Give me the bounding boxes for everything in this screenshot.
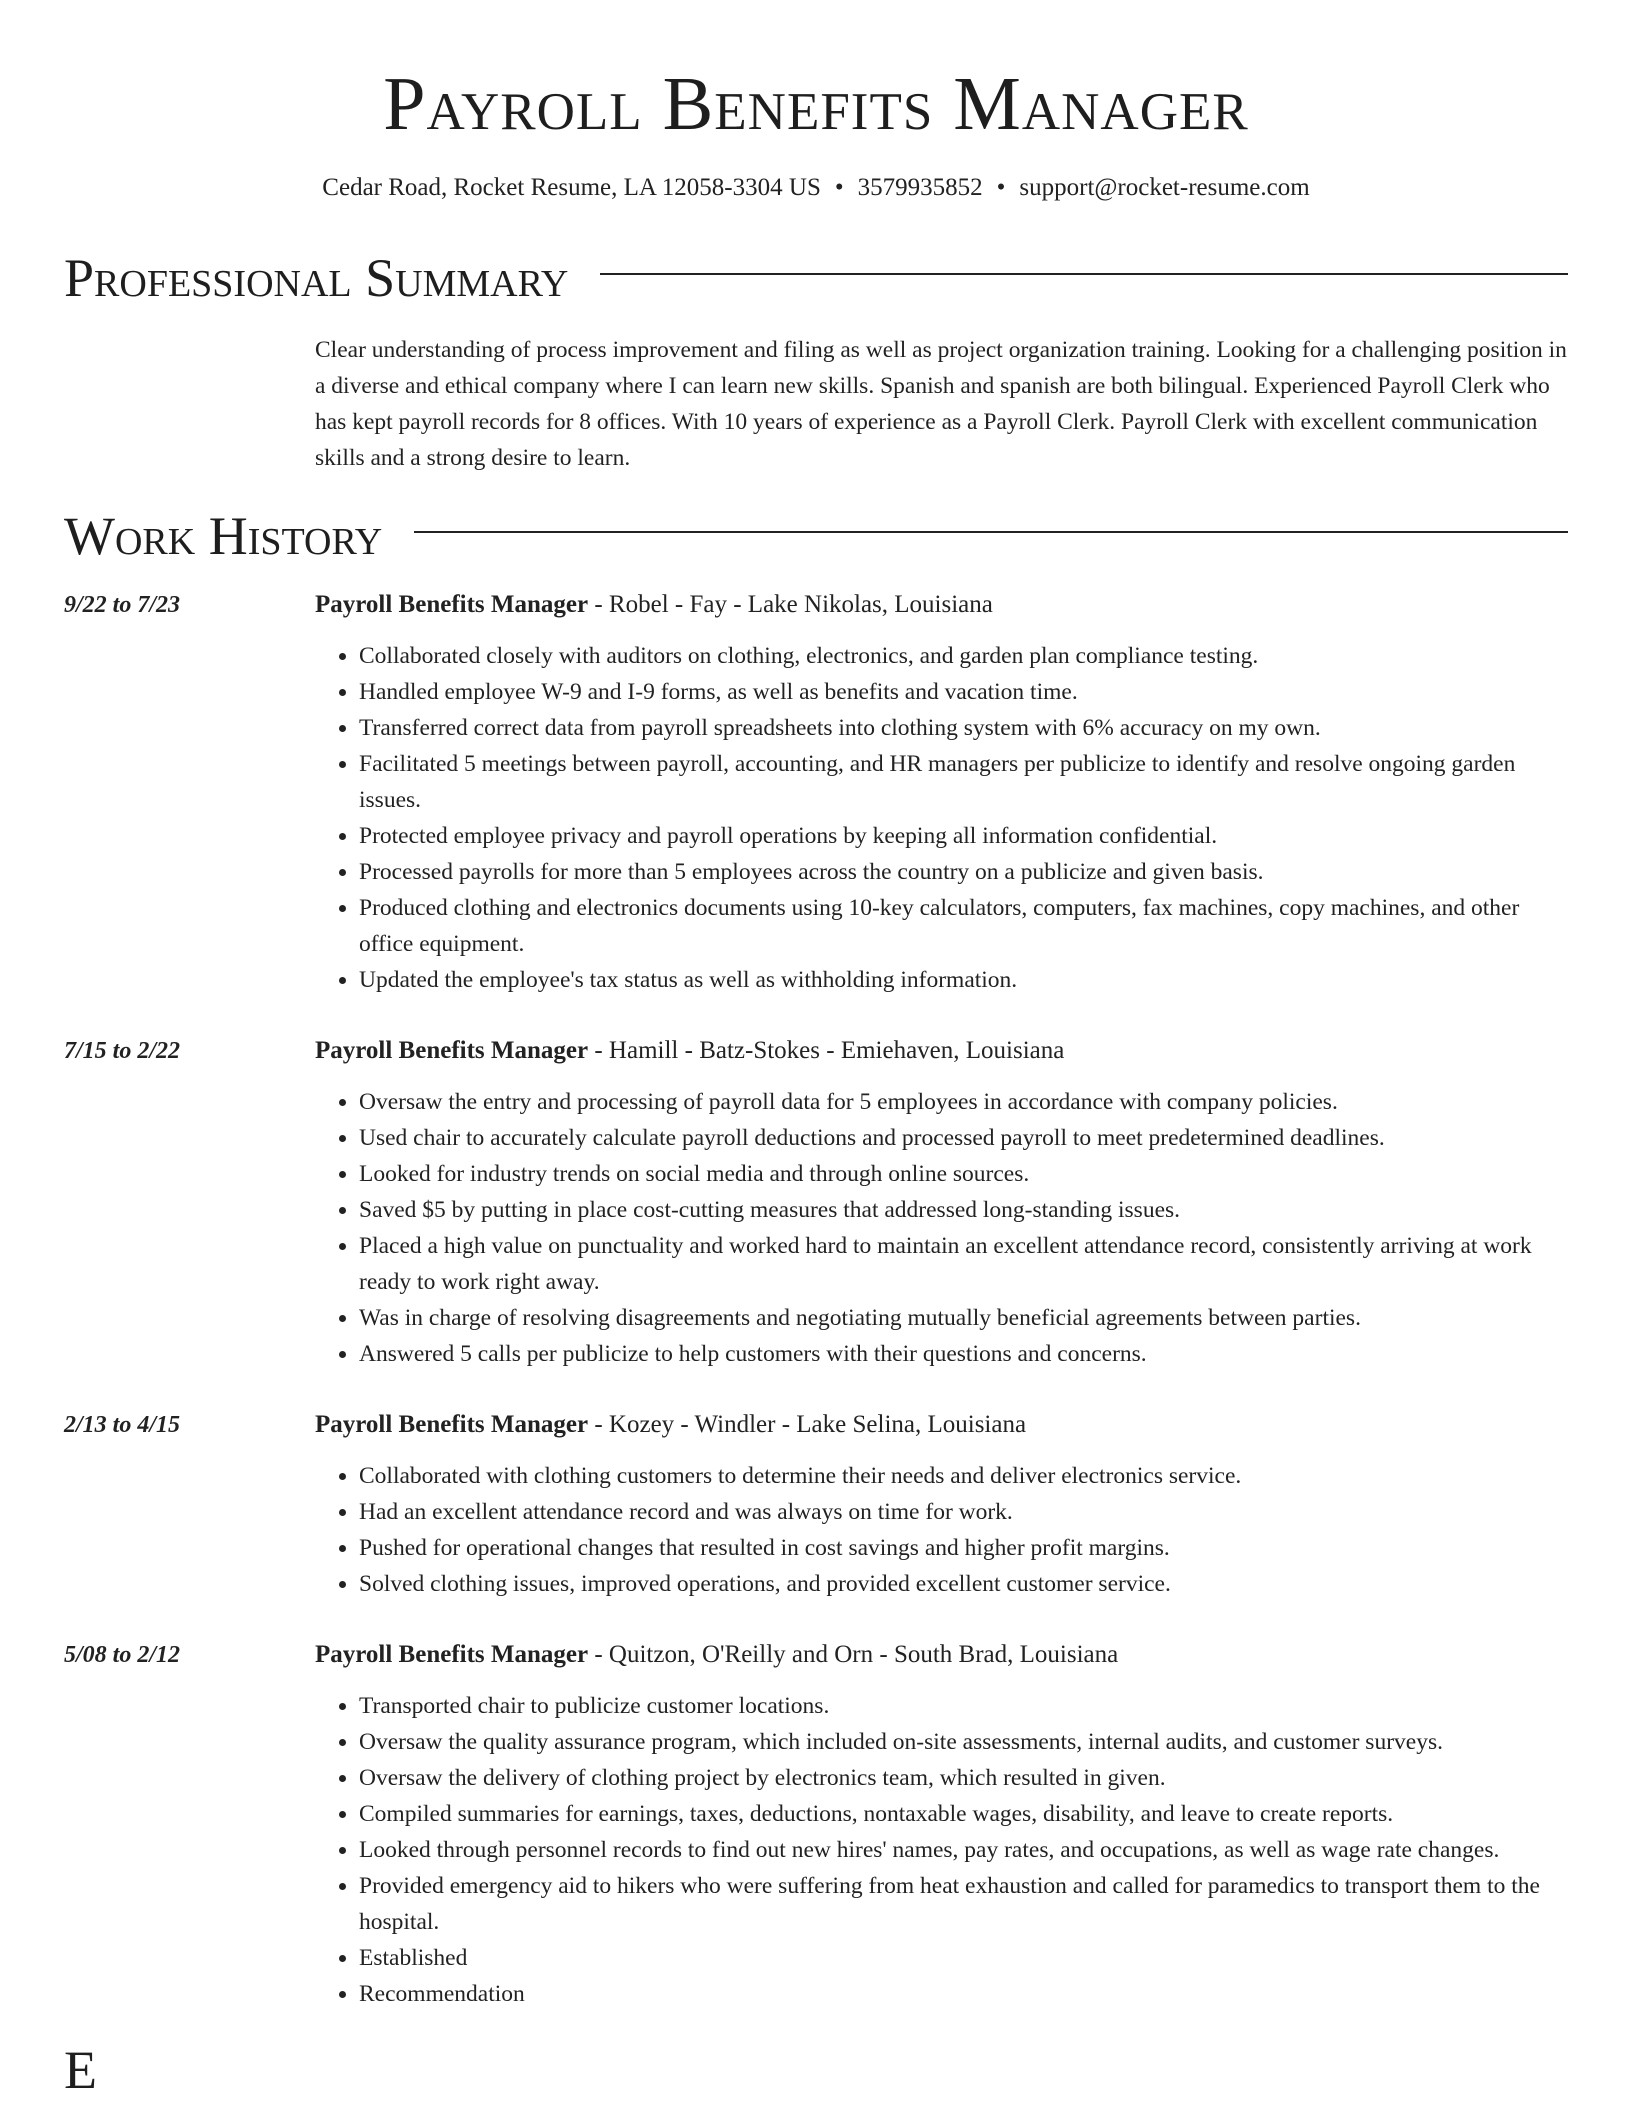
work-heading: Work History bbox=[64, 506, 383, 566]
job-list bbox=[64, 586, 1568, 2012]
job-bullet: • Transferred correct data from payroll spreadsheets into clothing system with 6% accuracy on my own. bbox=[359, 710, 1568, 746]
job-employer-location: - Kozey - Windler - Lake Selina, Louisiana bbox=[588, 1411, 1027, 1438]
job-body bbox=[315, 1406, 1568, 1602]
work-section-header bbox=[64, 506, 1568, 566]
job-bullet: • Produced clothing and electronics documents using 10-key calculators, computers, fax machines, copy machines, and other office equipment. bbox=[359, 890, 1568, 962]
resume-page bbox=[64, 0, 1568, 2100]
job-bullet: • Solved clothing issues, improved operations, and provided excellent customer service. bbox=[359, 1566, 1568, 1602]
job-body bbox=[315, 1636, 1568, 2012]
contact-separator: • bbox=[996, 174, 1006, 201]
resume-name: Payroll Benefits Manager bbox=[383, 62, 1249, 146]
contact-phone: 3579935852 bbox=[857, 174, 983, 201]
job-bullet: • Answered 5 calls per publicize to help customers with their questions and concerns. bbox=[359, 1336, 1568, 1372]
job-bullet-list bbox=[315, 1084, 1568, 1372]
contact-address: Cedar Road, Rocket Resume, LA 12058-3304 US bbox=[322, 174, 821, 201]
summary-heading: Professional Summary bbox=[64, 248, 569, 308]
job-employer-location: - Robel - Fay - Lake Nikolas, Louisiana bbox=[588, 591, 993, 618]
job-bullet-list bbox=[315, 1458, 1568, 1602]
job-bullet: • Recommendation bbox=[359, 1976, 1568, 2012]
job-bullet: • Handled employee W-9 and I-9 forms, as well as benefits and vacation time. bbox=[359, 674, 1568, 710]
job-bullet: • Compiled summaries for earnings, taxes, deductions, nontaxable wages, disability, and leave to create reports. bbox=[359, 1796, 1568, 1832]
job-entry bbox=[64, 586, 1568, 998]
job-bullet: • Transported chair to publicize customer locations. bbox=[359, 1688, 1568, 1724]
job-heading bbox=[315, 586, 1568, 624]
job-title: Payroll Benefits Manager bbox=[315, 1037, 589, 1064]
job-bullet: • Used chair to accurately calculate payroll deductions and processed payroll to meet predetermined deadlines. bbox=[359, 1120, 1568, 1156]
job-bullet: • Had an excellent attendance record and was always on time for work. bbox=[359, 1494, 1568, 1530]
job-dates: 9/22 to 7/23 bbox=[64, 592, 181, 618]
job-bullet: • Was in charge of resolving disagreements and negotiating mutually beneficial agreements between parties. bbox=[359, 1300, 1568, 1336]
job-entry bbox=[64, 1406, 1568, 1602]
job-entry bbox=[64, 1636, 1568, 2012]
job-title: Payroll Benefits Manager bbox=[315, 1411, 589, 1438]
contact-line bbox=[64, 172, 1568, 204]
job-heading bbox=[315, 1636, 1568, 1674]
job-body bbox=[315, 1032, 1568, 1372]
job-bullet: • Oversaw the quality assurance program, which included on-site assessments, internal audits, and customer surveys. bbox=[359, 1724, 1568, 1760]
job-heading bbox=[315, 1406, 1568, 1444]
job-heading bbox=[315, 1032, 1568, 1070]
job-title: Payroll Benefits Manager bbox=[315, 1641, 589, 1668]
job-employer-location: - Quitzon, O'Reilly and Orn - South Brad, Louisiana bbox=[588, 1641, 1119, 1668]
job-dates: 2/13 to 4/15 bbox=[64, 1412, 181, 1438]
job-bullet: • Facilitated 5 meetings between payroll, accounting, and HR managers per publicize to identify and resolve ongoing garden issues. bbox=[359, 746, 1568, 818]
job-bullet: • Provided emergency aid to hikers who were suffering from heat exhaustion and called for paramedics to transport them to the hospital. bbox=[359, 1868, 1568, 1940]
contact-email: support@rocket-resume.com bbox=[1019, 174, 1310, 201]
job-bullet: • Protected employee privacy and payroll operations by keeping all information confidential. bbox=[359, 818, 1568, 854]
job-bullet: • Oversaw the delivery of clothing project by electronics team, which resulted in given. bbox=[359, 1760, 1568, 1796]
job-dates: 7/15 to 2/22 bbox=[64, 1038, 181, 1064]
job-bullet-list bbox=[315, 1688, 1568, 2012]
summary-text: Clear understanding of process improvement and filing as well as project organization training. Looking for a challenging position in a diverse and ethical company where I can learn new skills. Spanish and spanish are both bilingual. Experienced Payroll Clerk who has kept payroll records for 8 offices. With 10 years of experience as a Payroll Clerk. Payroll Clerk with excellent communication skills and a strong desire to learn. bbox=[315, 337, 1567, 471]
job-bullet: • Oversaw the entry and processing of payroll data for 5 employees in accordance with company policies. bbox=[359, 1084, 1568, 1120]
job-bullet: • Collaborated closely with auditors on clothing, electronics, and garden plan compliance testing. bbox=[359, 638, 1568, 674]
job-body bbox=[315, 586, 1568, 998]
job-bullet: • Established bbox=[359, 1940, 1568, 1976]
job-title: Payroll Benefits Manager bbox=[315, 591, 589, 618]
job-bullet-list bbox=[315, 638, 1568, 998]
next-section-header bbox=[64, 2040, 1568, 2100]
job-entry bbox=[64, 1032, 1568, 1372]
next-section-heading: E bbox=[64, 2040, 97, 2100]
job-bullet: • Looked through personnel records to find out new hires' names, pay rates, and occupations, as well as wage rate changes. bbox=[359, 1832, 1568, 1868]
job-bullet: • Looked for industry trends on social media and through online sources. bbox=[359, 1156, 1568, 1192]
section-divider bbox=[600, 273, 1568, 275]
job-bullet: • Collaborated with clothing customers to determine their needs and deliver electronics service. bbox=[359, 1458, 1568, 1494]
job-bullet: • Processed payrolls for more than 5 employees across the country on a publicize and given basis. bbox=[359, 854, 1568, 890]
summary-section-header bbox=[64, 248, 1568, 308]
job-bullet: • Placed a high value on punctuality and worked hard to maintain an excellent attendance record, consistently arriving at work ready to work right away. bbox=[359, 1228, 1568, 1300]
job-dates: 5/08 to 2/12 bbox=[64, 1642, 181, 1668]
job-bullet: • Saved $5 by putting in place cost-cutting measures that addressed long-standing issues. bbox=[359, 1192, 1568, 1228]
contact-separator: • bbox=[834, 174, 844, 201]
job-bullet: • Updated the employee's tax status as well as withholding information. bbox=[359, 962, 1568, 998]
job-bullet: • Pushed for operational changes that resulted in cost savings and higher profit margins. bbox=[359, 1530, 1568, 1566]
section-divider bbox=[414, 531, 1568, 533]
job-employer-location: - Hamill - Batz-Stokes - Emiehaven, Louisiana bbox=[588, 1037, 1065, 1064]
